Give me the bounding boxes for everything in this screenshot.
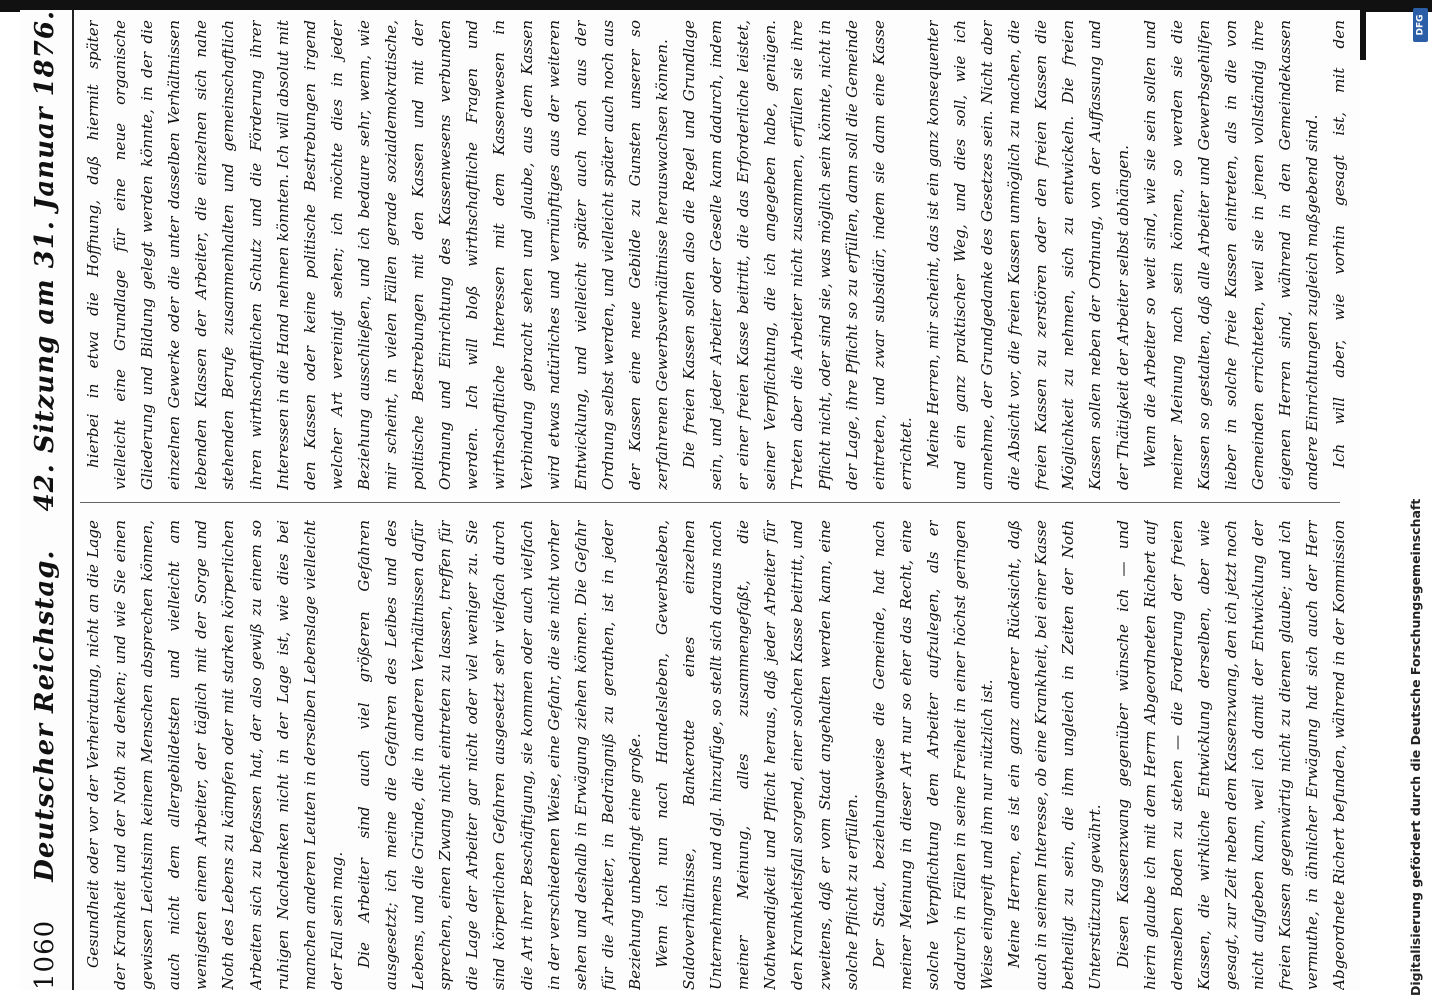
publication-title: Deutscher Reichstag. (30, 549, 60, 882)
column-divider (80, 502, 1340, 503)
paragraph: Die freien Kassen sollen also die Regel und Grundlage sein, und jeder Arbeiter oder Geselle kann dadurch, indem er einer freien Kasse beitritt, die das Erforderliche leistet, seiner Verpflichtung, die ich angegeben habe, genügen. Treten aber die Arbeiter nicht zusammen, erfüllen sie ihre Pflicht nicht, oder sind sie, was möglich sein könnte, nicht in der Lage, ihre Pflicht so zu erfüllen, dann soll die Gemeinde eintreten, und zwar subsidiär, indem sie dann eine Kasse errichtet. (680, 20, 915, 490)
running-head (30, 10, 70, 990)
paragraph: Gesundheit oder vor der Verheiratung, nicht an die Lage der Krankheit und der Noth zu denken; und wie Sie einen gewissen Leichtsinn keinem Menschen absprechen können, auch nicht dem allergebildetsten und vielleicht am wenigsten einem Arbeiter, der täglich mit der Sorge und Noth des Lebens zu kämpfen oder mit starken körperlichen Arbeiten sich zu befassen hat, der also gewiß zu einem so ruhigen Nachdenken nicht in der Lage ist, wie dies bei manchen anderen Leuten in derselben Lebenslage vielleicht der Fall sein mag. (84, 520, 346, 990)
paragraph: Wenn ich nun nach Handelsleben, Gewerbsleben, Saldoverhältnisse, Bankerotte eines einzelnen Unternehmens und dgl. hinzufüge, so stellt sich daraus nach meiner Meinung, alles zusammengefaßt, die Nothwendigkeit und Pflicht heraus, daß jeder Arbeiter für den Krankheitsfall sorgend, einer solchen Kasse beitritt, und zweitens, daß er vom Staat angehalten werden kann, eine solche Pflicht zu erfüllen. (652, 520, 861, 990)
page-number: 1060 (30, 919, 60, 990)
paragraph: Ich will aber, wie vorhin gesagt ist, mit den (1330, 20, 1349, 468)
paragraph: Diesen Kassenzwang gegenüber wünsche ich — und hierin glaube ich mit dem Herrn Abgeordneten Richert auf demselben Boden zu stehen — die Forderung der freien Kassen, die wirkliche Entwicklung derselben, aber wie gesagt, zur Zeit neben dem Kassenzwang, den ich jetzt noch nicht aufgeben kann, weil ich damit der Entwicklung der freien Kassen gegenwärtig nicht zu dienen glaube; und ich vermuthe, in ähnlicher Erwägung hat sich auch der Herr Abgeordnete Richert befunden, während in der Kommission (1113, 520, 1349, 990)
dfg-logo-text: DFG (1415, 14, 1426, 36)
paragraph: Wenn die Arbeiter so weit sind, wie sie sein sollen und meiner Meinung nach sein können, so werden sie die Kassen so gestalten, daß alle Arbeiter und Gewerbsgehilfen lieber in solche freie Kassen eintreten, als in die von Gemeinden errichteten, weil sie in jenen vollständig ihre eigenen Herren sind, während in den Gemeindekassen andere Einrichtungen zugleich maßgebend sind. (1140, 20, 1322, 490)
text-column-left (80, 520, 1350, 990)
text-column-right (80, 20, 1350, 490)
document-page (20, 10, 1360, 990)
digitization-credit: Digitalisierung gefördert durch die Deutsche Forschungsgemeinschaft (1408, 498, 1423, 996)
header-rule (72, 10, 74, 990)
paragraph: Der Staat, beziehungsweise die Gemeinde, hat nach meiner Meinung in dieser Art nur so eher das Recht, eine solche Verpflichtung dem Arbeiter aufzulegen, als er dadurch in Fällen in seine Freiheit in einer höchst geringen Weise eingreift und ihm nur nützlich ist. (869, 520, 997, 990)
session-title: 42. Sitzung am 31. Januar 1876. (30, 10, 60, 512)
paragraph: hierbei in etwa die Hoffnung, daß hiermit später vielleicht eine Grundlage für eine neue organische Gliederung und Bildung gelegt werden könnte, in der die einzelnen Gewerke oder die unter dasselben Verhältnissen lebenden Klassen der Arbeiter, die einzelnen sich nahe stehenden Berufe zusammenhalten und gemeinschaftlich ihren wirthschaftlichen Schutz und die Förderung ihrer Interessen in die Hand nehmen könnten. Ich will absolut mit den Kassen oder keine politische Bestrebungen irgend welcher Art vereinigt sehen; ich möchte dies in jeder Beziehung ausschließen, und ich bedaure sehr, wenn, wie mir scheint, in vielen Fällen gerade sozialdemokratische, politische Bestrebungen mit den Kassen und mit der Ordnung und Einrichtung des Kassenwesens verbunden werden. Ich will bloß wirthschaftliche Fragen und wirthschaftliche Interessen mit dem Kassenwesen in Verbindung gebracht sehen und glaube, aus dem Kassen wird etwas natürliches und vernünftiges aus der weiteren Entwicklung, und vielleicht später auch noch aus der Ordnung selbst werden, und vielleicht später auch noch aus der Kassen eine neue Gebilde zu Gunsten unserer so zerfahrenen Gewerbsverhältnisse herauswachsen können. (84, 20, 671, 490)
scan-edge-right (1360, 0, 1366, 60)
dfg-logo (1413, 8, 1428, 42)
paragraph: Meine Herren, es ist ein ganz anderer Rücksicht, daß auch in seinem Interesse, ob eine Krankheit, bei einer Kasse betheiligt zu sein, die ihm ungleich in Zeiten der Noth Unterstützung gewährt. (1005, 520, 1105, 990)
paragraph: Meine Herren, mir scheint, das ist ein ganz konsequenter und ein ganz praktischer Weg, und dies soll, wie ich annehme, der Grundgedanke des Gesetzes sein. Nicht aber die Absicht vor, die freien Kassen unmöglich zu machen, die freien Kassen zu zerstören oder den freien Kassen die Möglichkeit zu nehmen, sich zu entwickeln. Die freien Kassen sollen neben der Ordnung, von der Auffassung und der Thätigkeit der Arbeiter selbst abhängen. (923, 20, 1132, 490)
paragraph: Die Arbeiter sind auch viel größeren Gefahren ausgesetzt; ich meine die Gefahren des Leibes und des Lebens, und die Gründe, die in anderen Verhältnissen dafür sprechen, einen Zwang nicht eintreten zu lassen, treffen für die Lage der Arbeiter gar nicht oder viel weniger zu. Sie sind körperlichen Gefahren ausgesetzt sehr vielfach durch die Art ihrer Beschäftigung, sie kommen oder auch vielfach in der verschiedenen Weise, eine Gefahr, die sie nicht vorher sehen und deshalb in Erwägung ziehen können. Die Gefahr für die Arbeiter, in Bedrängniß zu gerathen, ist in jeder Beziehung unbedingt eine große. (354, 520, 644, 990)
